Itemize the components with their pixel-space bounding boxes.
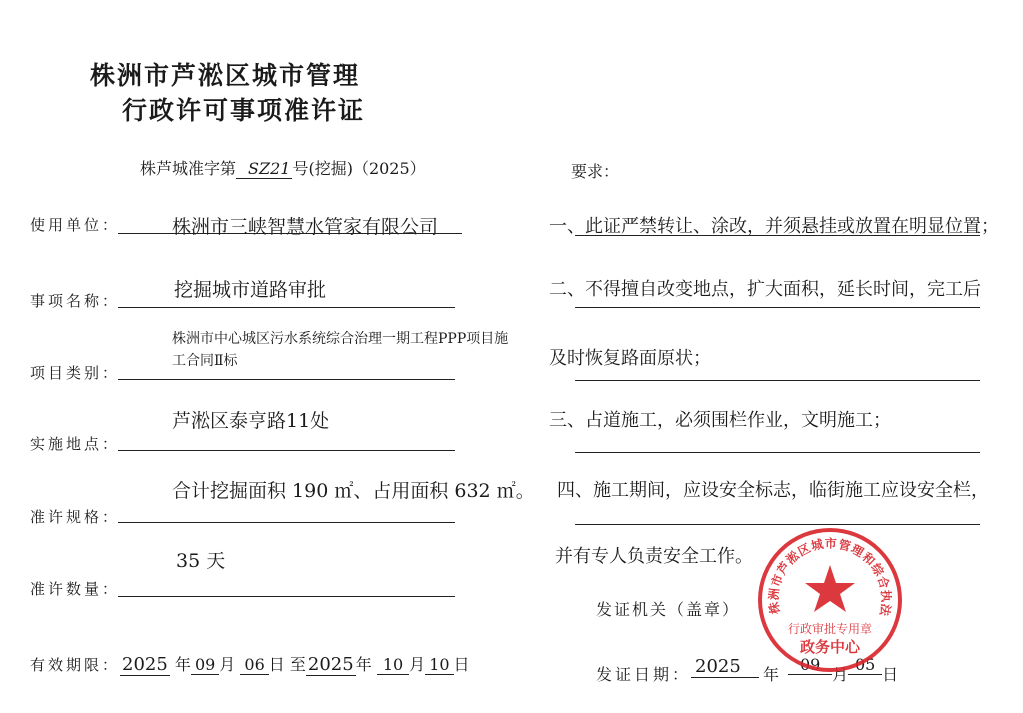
requirement-2a-underline [575, 307, 980, 308]
validity-end-year: 2025 [307, 654, 354, 675]
official-seal [755, 525, 905, 675]
item-label: 事项名称： [30, 292, 121, 310]
requirement-4b: 并有专人负责安全工作。 [555, 546, 753, 567]
issue-date-month-unit: 月 [832, 665, 849, 684]
permit-number [140, 156, 426, 179]
issue-date-year: 2025 [691, 656, 759, 678]
category-label: 项目类别： [30, 364, 121, 382]
issue-date-label: 发证日期： [596, 665, 692, 684]
svg-text:行政审批专用章: 行政审批专用章 [787, 622, 873, 636]
permit-number-value: SZ21 [236, 159, 292, 179]
issue-date-day: 05 [848, 655, 882, 675]
location-label: 实施地点： [30, 435, 121, 453]
validity-start-year: 2025 [122, 654, 168, 675]
seal-star-icon [805, 565, 855, 612]
location-value: 芦淞区泰亨路11处 [172, 410, 330, 432]
validity-row [30, 652, 470, 676]
item-value: 挖掘城市道路审批 [174, 279, 327, 301]
spec-underline [118, 522, 455, 523]
title-line-1: 株洲市芦淞区城市管理 [90, 61, 361, 90]
unit-underline [118, 233, 462, 234]
category-value: 株洲市中心城区污水系统综合治理一期工程PPP项目施工合同Ⅱ标 [172, 331, 509, 369]
requirement-1-underline [575, 235, 980, 236]
seal-graphic [755, 525, 905, 675]
issue-date-year-unit: 年 [763, 665, 780, 684]
validity-end-day: 10 [425, 655, 453, 675]
issuer-label: 发证机关（盖章） [596, 600, 741, 619]
validity-end-month: 10 [377, 655, 409, 675]
spec-label: 准许规格： [30, 508, 121, 526]
validity-to: 至 [289, 655, 306, 674]
requirement-3: 三、占道施工，必须围栏作业，文明施工； [549, 410, 891, 431]
permit-suffix: 号(挖掘)（2025） [292, 159, 426, 178]
validity-end-month-unit: 月 [409, 655, 426, 674]
quantity-underline [118, 596, 455, 597]
requirement-1: 一、此证严禁转让、涂改，并须悬挂或放置在明显位置； [549, 216, 999, 237]
validity-end-day-unit: 日 [453, 655, 470, 674]
requirement-4a: 四、施工期间，应设安全标志，临街施工应设安全栏， [557, 480, 989, 501]
validity-label: 有效期限： [30, 656, 121, 674]
quantity-label: 准许数量： [30, 580, 121, 598]
requirement-3-underline [575, 452, 980, 453]
validity-start-month: 09 [191, 655, 219, 675]
requirement-2a: 二、不得擅自改变地点，扩大面积，延长时间，完工后 [549, 279, 981, 300]
validity-start-day-unit: 日 [268, 655, 285, 674]
category-underline [118, 379, 455, 380]
requirement-2b: 及时恢复路面原状； [549, 348, 711, 369]
validity-start-month-unit: 月 [219, 655, 236, 674]
svg-text:政务中心: 政务中心 [799, 638, 861, 656]
location-underline [118, 450, 455, 451]
validity-end-year-unit: 年 [355, 655, 372, 674]
requirements-heading: 要求： [571, 162, 620, 181]
item-underline [118, 307, 455, 308]
svg-text:株洲市芦淞区城市管理和综合执法局: 株洲市芦淞区城市管理和综合执法 [766, 536, 894, 618]
validity-start-year-unit: 年 [174, 655, 191, 674]
issue-date-day-unit: 日 [882, 665, 899, 684]
unit-label: 使用单位： [30, 216, 121, 234]
requirement-2b-underline [575, 380, 980, 381]
spec-value: 合计挖掘面积 190 ㎡、占用面积 632 ㎡。 [172, 480, 535, 502]
validity-start-day: 06 [240, 655, 268, 675]
permit-prefix: 株芦城准字第 [140, 159, 237, 178]
unit-value: 株洲市三峡智慧水管家有限公司 [172, 216, 439, 238]
quantity-value: 35 天 [176, 550, 226, 572]
title-line-2: 行政许可事项准许证 [122, 96, 366, 125]
issue-date-month: 09 [788, 655, 832, 675]
